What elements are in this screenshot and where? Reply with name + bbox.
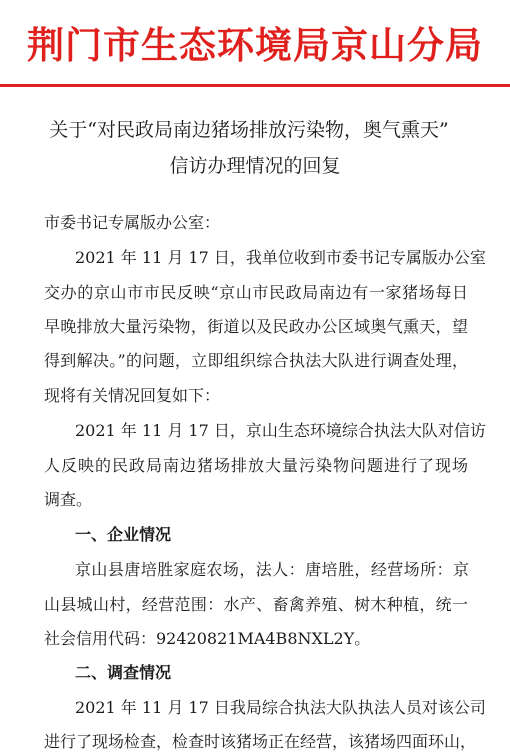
paragraph-1-line-1: 2021 年 11 月 17 日，我单位收到市委书记专属版办公室 [75,248,486,267]
document-title-line-2: 信访办理情况的回复 [169,155,341,177]
paragraph-1-line-2: 交办的京山市市民反映“京山市民政局南边有一家猪场每日 [44,283,468,302]
paragraph-1-line-3: 早晚排放大量污染物，街道以及民政办公区域奥气熏天，望 [44,317,468,336]
paragraph-2-line-2: 人反映的民政局南边猪场排放大量污染物问题进行了现场 [44,456,468,475]
paragraph-4-line-2: 进行了现场检查，检查时该猪场正在经营，该猪场四面环山， [44,732,477,751]
document-title-line-1: 关于“对民政局南边猪场排放污染物，奥气熏天” [49,119,449,141]
section-heading-1: 一、企业情况 [75,525,172,544]
paragraph-2-line-1: 2021 年 11 月 17 日，京山生态环境综合执法大队对信访 [75,421,486,440]
masthead-title: 荆门市生态环境局京山分局 [27,24,483,67]
paragraph-1-line-4: 得到解决。”的问题，立即组织综合执法大队进行调查处理， [44,351,468,370]
paragraph-1-line-5: 现将有关情况回复如下： [44,386,221,405]
paragraph-4-line-1: 2021 年 11 月 17 日我局综合执法大队执法人员对该公司 [75,698,486,717]
paragraph-3-line-1: 京山县唐培胜家庭农场，法人：唐培胜，经营场所：京 [75,560,469,579]
paragraph-3-line-3: 社会信用代码：92420821MA4B8NXL2Y。 [44,629,371,648]
masthead-red-rule [0,84,510,87]
paragraph-2-line-3: 调查。 [44,490,93,509]
paragraph-3-line-2: 山县城山村，经营范围：水产、畜禽养殖、树木种植，统一 [44,595,468,614]
salutation: 市委书记专属版办公室： [44,213,221,232]
section-heading-2: 二、调查情况 [75,663,172,682]
